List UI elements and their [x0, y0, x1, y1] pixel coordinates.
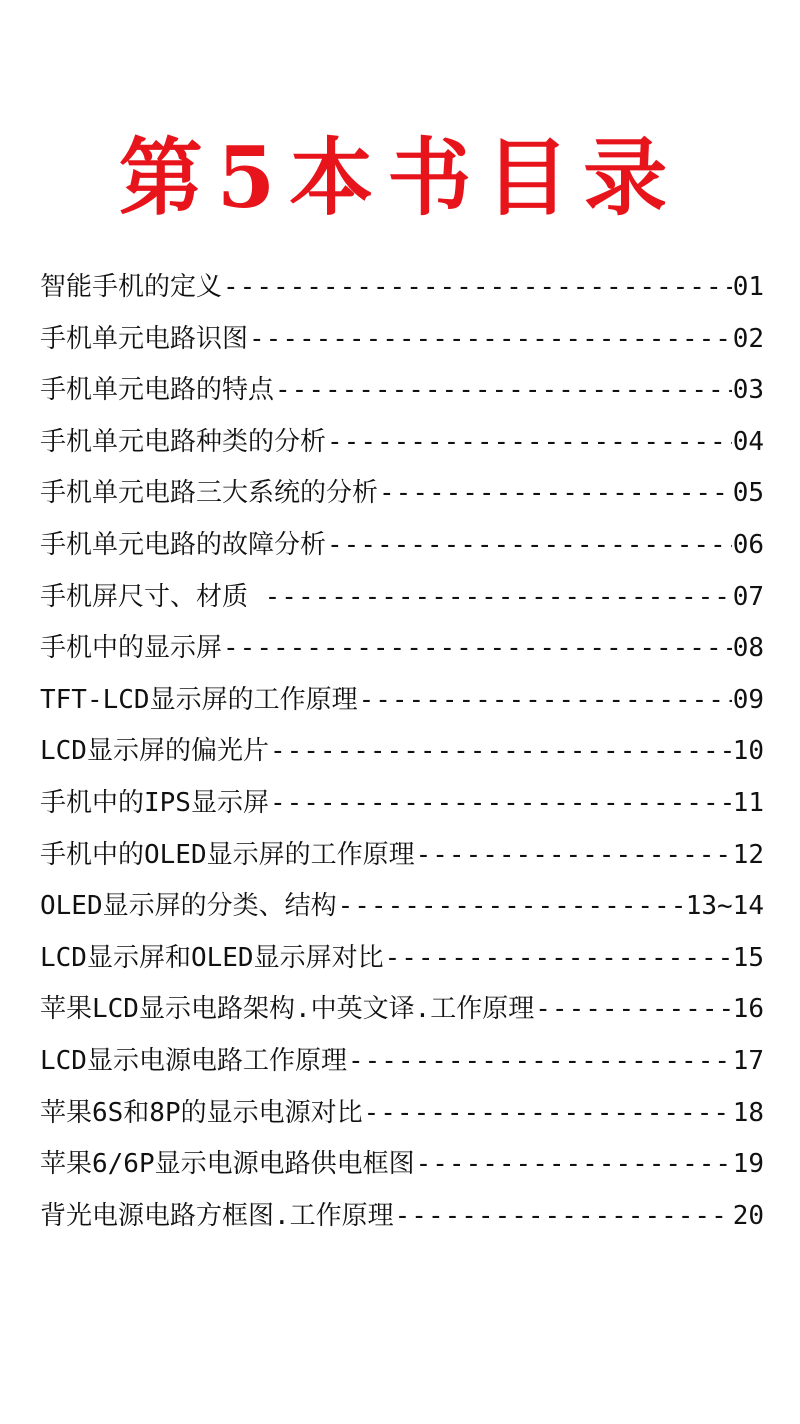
toc-leader-dashes [535, 994, 731, 1024]
toc-row [40, 1040, 764, 1092]
toc-leader-dashes [385, 943, 732, 973]
toc-page-number: 16 [732, 994, 764, 1025]
toc-row [40, 1092, 764, 1144]
toc-entry-text: 智能手机的定义 [40, 272, 223, 302]
toc-entry-text: LCD显示电源电路工作原理 [40, 1045, 347, 1076]
toc-page-number: 01 [732, 272, 764, 302]
toc-leader-dashes [395, 1201, 732, 1231]
toc-entry-text: 苹果6/6P显示电源电路供电框图 [40, 1149, 415, 1180]
toc-entry-text: 手机中的OLED显示屏的工作原理 [40, 839, 415, 870]
toc-row [40, 318, 764, 370]
toc-row [40, 730, 764, 782]
toc-page-number: 11 [732, 787, 764, 818]
toc-leader-dashes [327, 530, 732, 560]
toc-page-number: 07 [732, 581, 764, 612]
toc-entry-text: 苹果LCD显示电路架构.中英文译.工作原理 [40, 994, 535, 1025]
toc-row [40, 627, 764, 679]
toc-page-number: 09 [732, 684, 764, 715]
toc-leader-dashes [379, 478, 732, 508]
toc-leader-dashes [327, 427, 732, 457]
toc-entry-text: 苹果6S和8P的显示电源对比 [40, 1097, 363, 1128]
toc-leader-dashes [348, 1046, 732, 1076]
toc-leader-dashes [265, 582, 732, 612]
toc-row [40, 421, 764, 473]
toc-leader-dashes [249, 324, 732, 354]
toc-entry-text: 手机单元电路三大系统的分析 [40, 478, 379, 509]
toc-page-number: 02 [732, 323, 764, 354]
toc-entry-text: 手机中的IPS显示屏 [40, 787, 269, 818]
toc-entry-text: TFT-LCD显示屏的工作原理 [40, 684, 358, 715]
toc-page-number: 04 [732, 426, 764, 457]
toc-entry-text: 手机单元电路识图 [40, 323, 249, 354]
toc-entry-text: 手机单元电路的特点 [40, 375, 275, 406]
toc-page-number: 20 [732, 1200, 764, 1231]
toc-leader-dashes [270, 788, 732, 818]
toc-leader-dashes [364, 1098, 732, 1128]
toc-row [40, 524, 764, 576]
toc-row [40, 679, 764, 731]
table-of-contents [40, 266, 764, 1246]
toc-leader-dashes [416, 1149, 732, 1179]
toc-row [40, 834, 764, 886]
toc-leader-dashes [338, 891, 685, 921]
toc-entry-text: LCD显示屏和OLED显示屏对比 [40, 942, 384, 973]
toc-page-number: 03 [732, 375, 764, 406]
toc-page-number: 12 [732, 839, 764, 870]
toc-entry-text: 手机中的显示屏 [40, 633, 223, 664]
toc-row [40, 369, 764, 421]
toc-page-number: 13~14 [685, 891, 764, 922]
toc-row [40, 266, 764, 318]
toc-leader-dashes [270, 736, 732, 766]
toc-row [40, 472, 764, 524]
toc-entry-text: 手机单元电路的故障分析 [40, 529, 327, 560]
page-title: 第5本书目录 [118, 128, 682, 227]
toc-row [40, 782, 764, 834]
toc-page-number: 18 [732, 1097, 764, 1128]
toc-entry-text: LCD显示屏的偏光片 [40, 736, 269, 767]
toc-leader-dashes [416, 840, 732, 870]
toc-page-number: 05 [732, 478, 764, 509]
toc-page-number: 10 [732, 736, 764, 767]
toc-page-number: 19 [732, 1149, 764, 1180]
toc-entry-text: OLED显示屏的分类、结构 [40, 891, 337, 922]
toc-page-number: 08 [732, 633, 764, 664]
toc-entry-text: 手机屏尺寸、材质 [40, 581, 264, 612]
toc-page-number: 15 [732, 942, 764, 973]
toc-page-number: 17 [732, 1045, 764, 1076]
toc-row [40, 988, 764, 1040]
toc-page-number: 06 [732, 529, 764, 560]
toc-leader-dashes [223, 633, 732, 663]
toc-row [40, 1143, 764, 1195]
toc-leader-dashes [359, 685, 732, 715]
toc-leader-dashes [275, 375, 732, 405]
toc-entry-text: 手机单元电路种类的分析 [40, 426, 327, 457]
toc-row [40, 937, 764, 989]
toc-leader-dashes [223, 272, 732, 302]
toc-row [40, 1195, 764, 1247]
toc-row [40, 885, 764, 937]
toc-entry-text: 背光电源电路方框图.工作原理 [40, 1200, 394, 1231]
toc-row [40, 576, 764, 628]
